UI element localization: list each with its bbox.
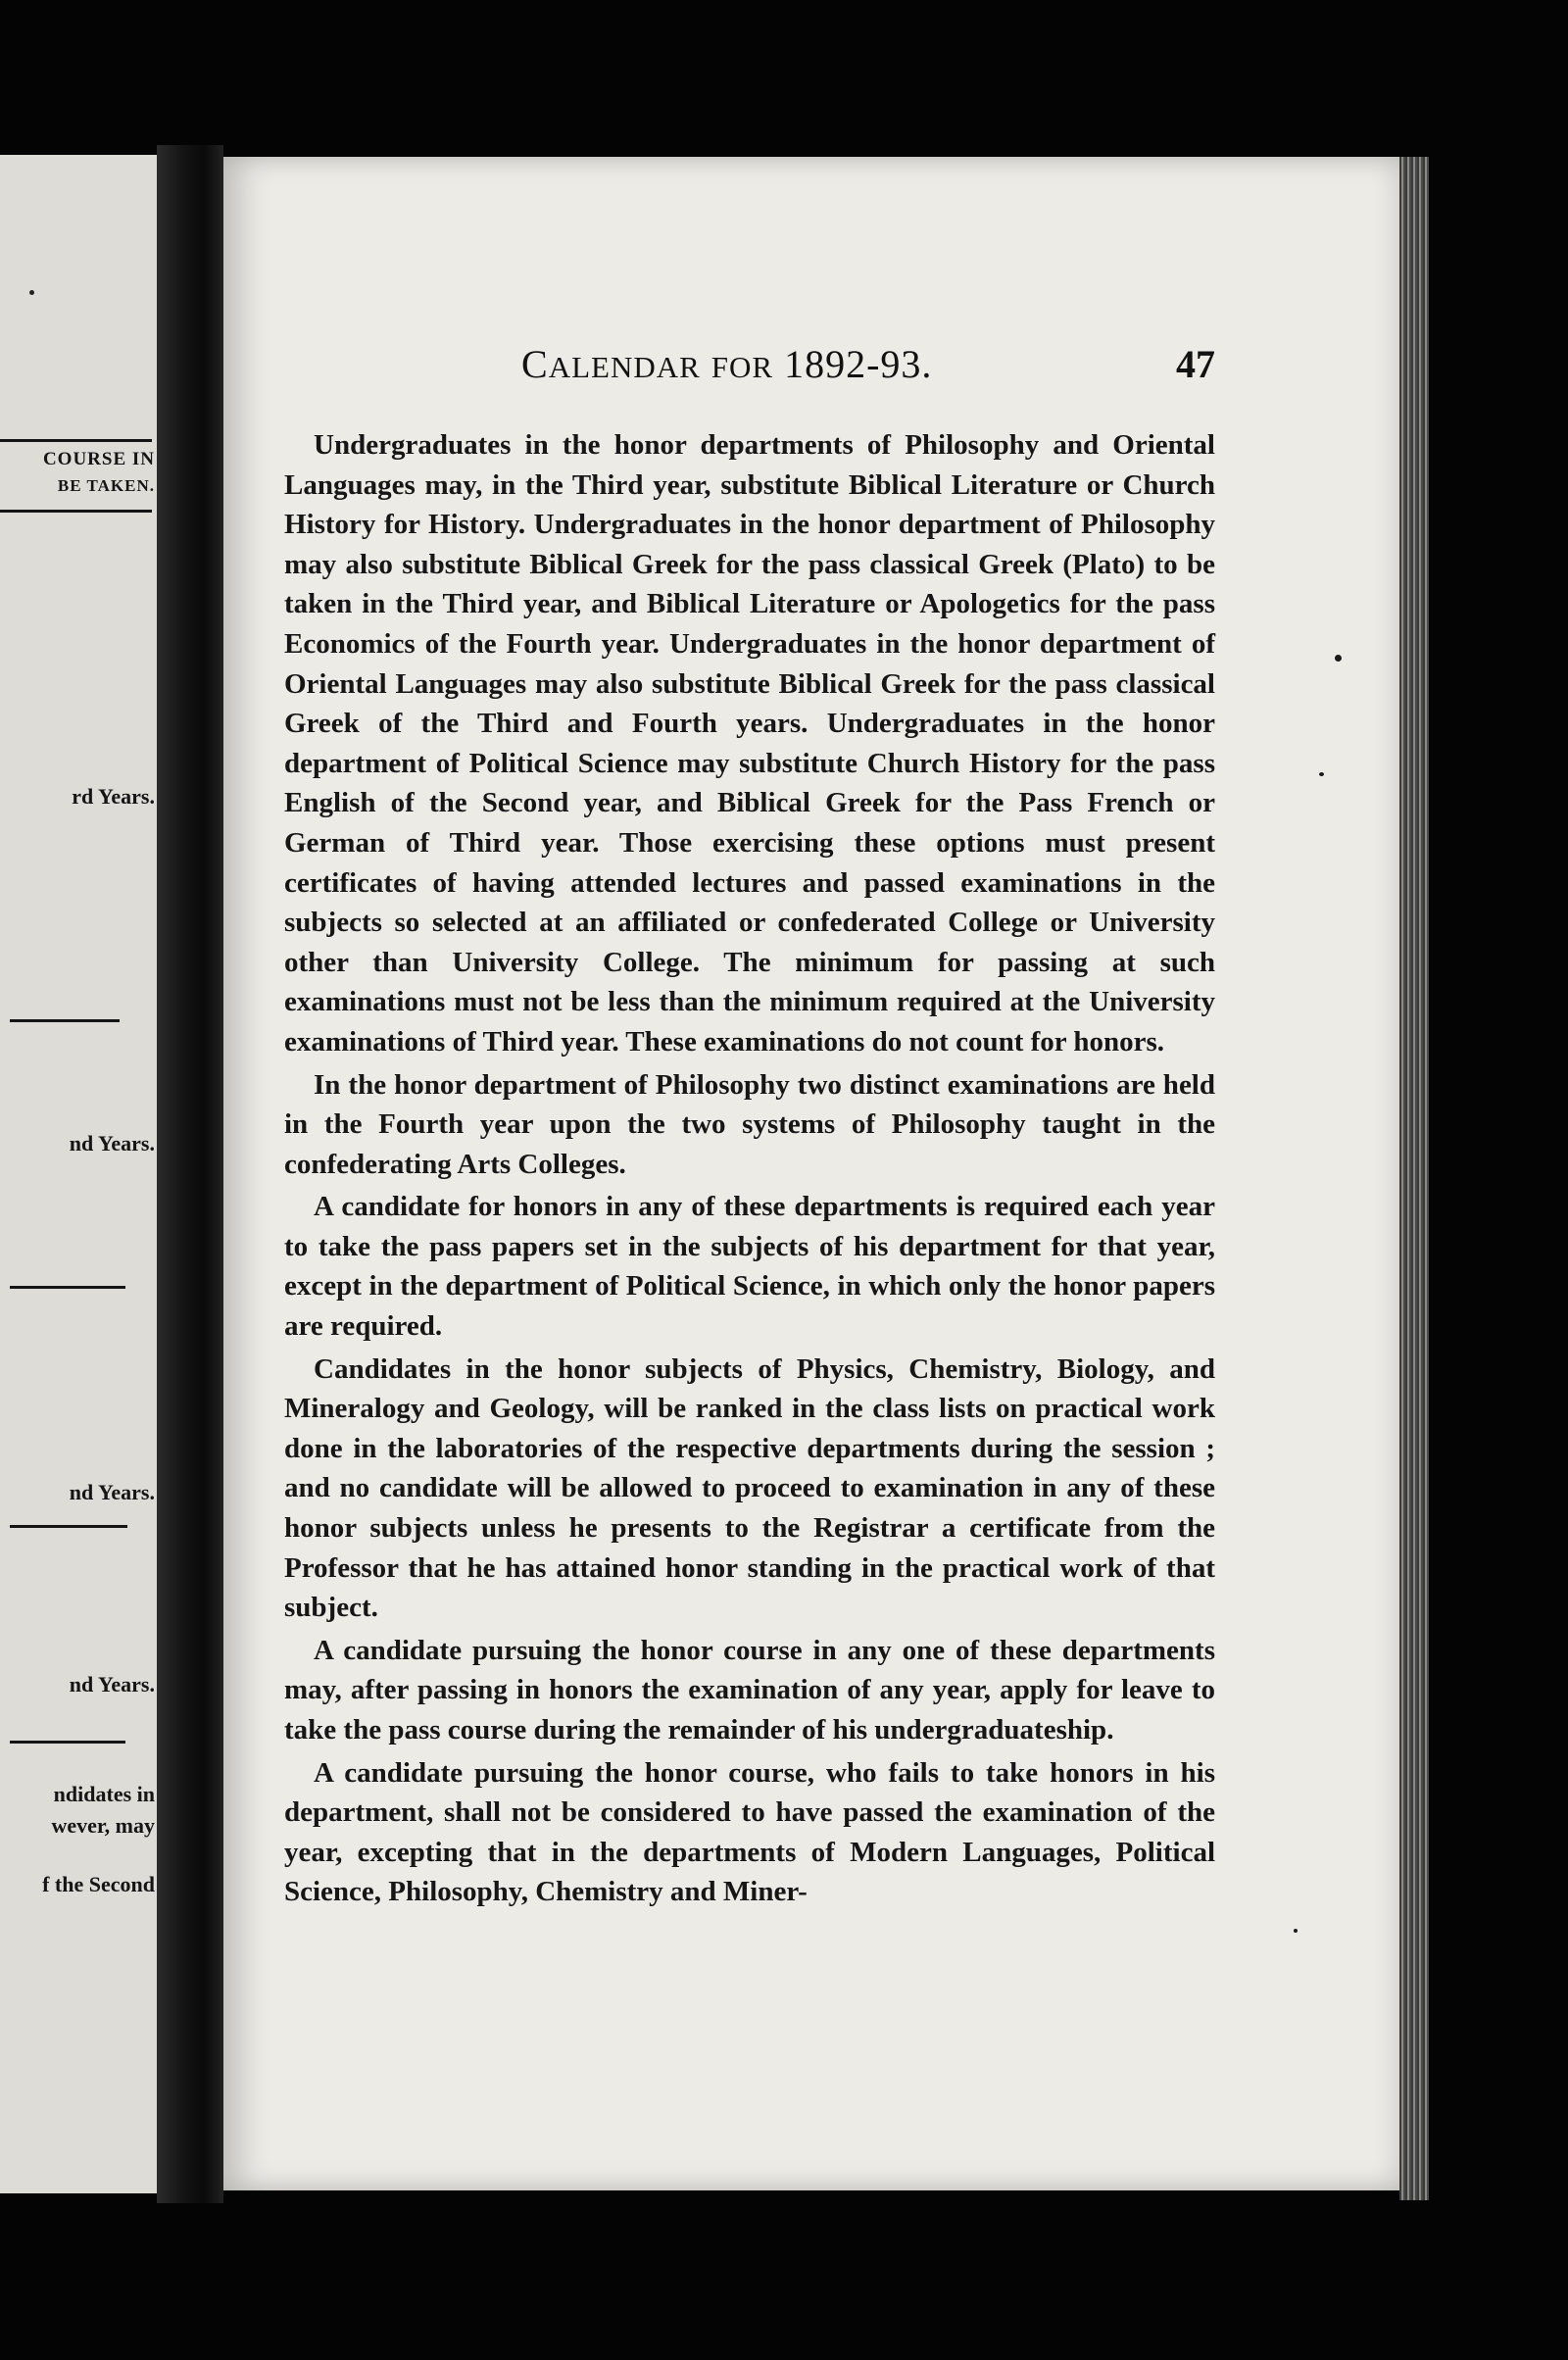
page-number: 47 (1176, 342, 1215, 386)
left-rule (0, 439, 152, 442)
paragraph: Candidates in the honor subjects of Physics, Chemistry, Biology, and Mineralogy and Geology, will be ranked in the class lists on practical work done in the laboratories of the respective departments during the session ; and no candidate will be allowed to proceed to examination in any of these honor subjects unless he presents to the Registrar a certificate from the Professor that he has attained honor standing in the practical work of that subject. (284, 1352, 1215, 1624)
running-head-initial: C (521, 342, 549, 386)
scan-speck (1335, 655, 1342, 662)
running-head-word: ALENDAR (548, 350, 701, 384)
paragraph: A candidate for honors in any of these departments is required each year to take the pass papers set in the subjects of his department for that year, except in the department of Political Science, in which only the honor papers are required. (284, 1191, 1215, 1343)
paragraph: A candidate pursuing the honor course in any one of these departments may, after passing in honors the examination of any year, apply for leave to take the pass course during the remainder of his undergraduateship. (284, 1634, 1215, 1745)
paragraph: Undergraduates in the honor departments of Philosophy and Oriental Languages may, in the Third year, substitute Biblical Literature or Church History for History. Undergraduates in the honor department of Philosophy may also substitute Biblical Greek for the pass classical Greek (Plato) to be taken in the Third year, and Biblical Literature or Apologetics for the pass Economics of the Fourth year. Undergraduates in the honor department of Oriental Languages may also substitute Biblical Greek for the pass classical Greek of the Third and Fourth years. Undergraduates in the honor department of Political Science may substitute Church History for the pass English of the Second year, and Biblical Greek for the Pass French or German of Third year. Those exercising these options must present certificates of having attended lectures and passed examinations in the subjects so selected at an affiliated or confederated College or University other than University College. The minimum for passing at such examinations must not be less than the minimum required at the University examinations of Third year. These examinations do not count for honors. (284, 429, 1215, 1057)
left-tail-line: wever, may (51, 1813, 155, 1838)
running-head-year: 1892-93. (784, 342, 933, 386)
left-rule (10, 1286, 125, 1289)
scan-speck (1294, 1929, 1298, 1933)
running-head (521, 341, 1013, 387)
left-header-line-1: COURSE IN (42, 449, 155, 469)
left-tail-line: ndidates in (53, 1782, 155, 1806)
previous-page-edge (0, 155, 157, 2193)
page-edges (1399, 157, 1429, 2200)
book-gutter (157, 145, 223, 2203)
left-rule (0, 510, 152, 513)
left-fragment: nd Years. (69, 1672, 155, 1696)
left-fragment: rd Years. (72, 784, 155, 809)
left-header-line-2: BE TAKEN. (57, 476, 155, 495)
left-rule (10, 1741, 125, 1744)
left-fragment: nd Years. (69, 1131, 155, 1155)
left-tail-line: f the Second (42, 1872, 155, 1896)
paragraph: A candidate pursuing the honor course, who fails to take honors in his department, shall not be considered to have passed the examination of the year, excepting that in the departments of Modern Languages, Political Science, Philosophy, Chemistry and Miner- (284, 1756, 1215, 1908)
left-rule (10, 1019, 120, 1022)
left-rule (10, 1525, 127, 1528)
scan-speck (29, 290, 34, 295)
left-fragment: nd Years. (69, 1480, 155, 1504)
scan-speck (1319, 772, 1324, 776)
body-text (284, 425, 1215, 1912)
paragraph: In the honor department of Philosophy two distinct examinations are held in the Fourth year upon the two systems of Philosophy taught in the confederating Arts Colleges. (284, 1068, 1215, 1180)
running-head-word: FOR (710, 350, 774, 384)
